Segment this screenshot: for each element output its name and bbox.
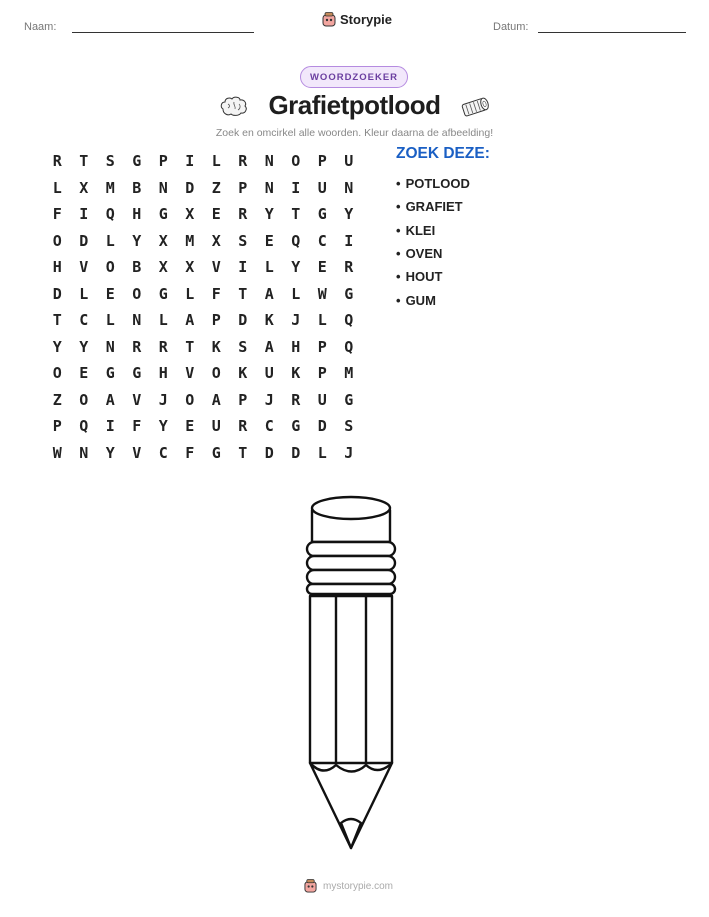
- grid-letter[interactable]: X: [211, 231, 221, 250]
- word-list-item: [396, 288, 470, 311]
- grid-letter[interactable]: F: [132, 417, 142, 436]
- grid-letter[interactable]: A: [105, 390, 115, 409]
- word-list-item: [396, 265, 470, 288]
- grid-letter[interactable]: R: [158, 337, 168, 356]
- grid-letter[interactable]: K: [211, 337, 221, 356]
- grid-letter[interactable]: F: [211, 284, 221, 303]
- grid-letter[interactable]: Z: [211, 178, 221, 197]
- grid-letter[interactable]: T: [291, 205, 301, 224]
- name-label: Naam:: [24, 21, 57, 33]
- word-list-heading: ZOEK DEZE:: [396, 145, 490, 162]
- grid-letter[interactable]: Y: [132, 231, 142, 250]
- grid-letter[interactable]: G: [158, 205, 168, 224]
- letter-grid: [44, 148, 362, 466]
- grid-letter[interactable]: O: [52, 231, 62, 250]
- grid-letter[interactable]: L: [79, 284, 89, 303]
- name-line[interactable]: [72, 32, 254, 33]
- date-label: Datum:: [493, 21, 529, 33]
- storypie-logo-icon: [304, 879, 317, 893]
- grid-letter[interactable]: R: [238, 205, 248, 224]
- grid-letter[interactable]: E: [185, 417, 195, 436]
- grid-letter[interactable]: Q: [344, 337, 354, 356]
- grid-letter[interactable]: V: [185, 364, 195, 383]
- grid-letter[interactable]: K: [291, 364, 301, 383]
- grid-letter[interactable]: S: [344, 417, 354, 436]
- grid-letter[interactable]: X: [158, 258, 168, 277]
- grid-letter[interactable]: B: [132, 178, 142, 197]
- grid-letter[interactable]: K: [264, 311, 274, 330]
- grid-letter[interactable]: T: [185, 337, 195, 356]
- grid-letter[interactable]: R: [238, 417, 248, 436]
- grid-letter[interactable]: R: [132, 337, 142, 356]
- footer-url[interactable]: mystorypie.com: [323, 880, 394, 892]
- grid-letter[interactable]: R: [344, 258, 354, 277]
- word-text: HOUT: [405, 269, 443, 285]
- word-list-item: [396, 172, 470, 195]
- grid-letter[interactable]: S: [105, 152, 115, 171]
- grid-letter[interactable]: X: [185, 258, 195, 277]
- grid-letter[interactable]: V: [132, 443, 142, 462]
- instructions: Zoek en omcirkel alle woorden. Kleur daarna de afbeelding!: [215, 127, 494, 139]
- grid-letter[interactable]: G: [158, 284, 168, 303]
- grid-letter[interactable]: P: [238, 178, 248, 197]
- grid-letter[interactable]: R: [52, 152, 62, 171]
- word-text: OVEN: [405, 246, 443, 262]
- grid-letter[interactable]: V: [132, 390, 142, 409]
- grid-letter[interactable]: N: [158, 178, 168, 197]
- grid-letter[interactable]: S: [238, 337, 248, 356]
- grid-letter[interactable]: C: [317, 231, 327, 250]
- grid-letter[interactable]: D: [52, 284, 62, 303]
- grid-letter[interactable]: N: [79, 443, 89, 462]
- grid-letter[interactable]: S: [238, 231, 248, 250]
- storypie-logo-icon: [322, 12, 336, 27]
- brand-logo: [322, 12, 392, 27]
- grid-letter[interactable]: I: [105, 417, 115, 436]
- grid-letter[interactable]: I: [291, 178, 301, 197]
- grid-letter[interactable]: L: [158, 311, 168, 330]
- grid-letter[interactable]: H: [291, 337, 301, 356]
- word-text: POTLOOD: [405, 176, 470, 192]
- grid-letter[interactable]: P: [317, 364, 327, 383]
- grid-letter[interactable]: Y: [264, 205, 274, 224]
- grid-letter[interactable]: U: [264, 364, 274, 383]
- grid-letter[interactable]: T: [52, 311, 62, 330]
- grid-letter[interactable]: I: [79, 205, 89, 224]
- grid-letter[interactable]: Y: [52, 337, 62, 356]
- grid-letter[interactable]: Q: [291, 231, 301, 250]
- grid-letter[interactable]: Y: [291, 258, 301, 277]
- grid-letter[interactable]: N: [132, 311, 142, 330]
- grid-letter[interactable]: L: [185, 284, 195, 303]
- bullet: •: [396, 222, 401, 238]
- grid-letter[interactable]: N: [264, 178, 274, 197]
- grid-letter[interactable]: E: [211, 205, 221, 224]
- word-text: GRAFIET: [405, 199, 463, 215]
- grid-letter[interactable]: L: [317, 311, 327, 330]
- grid-letter[interactable]: H: [52, 258, 62, 277]
- grid-letter[interactable]: J: [344, 443, 354, 462]
- grid-letter[interactable]: W: [317, 284, 327, 303]
- grid-letter[interactable]: M: [185, 231, 195, 250]
- word-list-item: [396, 195, 470, 218]
- brand-name: Storypie: [340, 12, 393, 27]
- grid-letter[interactable]: D: [185, 178, 195, 197]
- grid-letter[interactable]: N: [344, 178, 354, 197]
- grid-letter[interactable]: D: [317, 417, 327, 436]
- grid-letter[interactable]: L: [105, 311, 115, 330]
- grid-letter[interactable]: A: [264, 337, 274, 356]
- grid-letter[interactable]: O: [105, 258, 115, 277]
- grid-letter[interactable]: W: [52, 443, 62, 462]
- grid-letter[interactable]: X: [185, 205, 195, 224]
- grid-letter[interactable]: G: [211, 443, 221, 462]
- grid-letter[interactable]: N: [264, 152, 274, 171]
- grid-letter[interactable]: U: [211, 417, 221, 436]
- grid-letter[interactable]: Y: [344, 205, 354, 224]
- grid-letter[interactable]: Q: [105, 205, 115, 224]
- pencil-illustration: [296, 490, 406, 855]
- grid-letter[interactable]: I: [185, 152, 195, 171]
- grid-letter[interactable]: G: [344, 390, 354, 409]
- grid-letter[interactable]: J: [158, 390, 168, 409]
- grid-letter[interactable]: E: [264, 231, 274, 250]
- grid-letter[interactable]: K: [238, 364, 248, 383]
- grid-letter[interactable]: G: [132, 152, 142, 171]
- grid-letter[interactable]: G: [132, 364, 142, 383]
- grid-letter[interactable]: L: [317, 443, 327, 462]
- date-line[interactable]: [538, 32, 686, 33]
- bullet: •: [396, 199, 401, 215]
- grid-letter[interactable]: E: [79, 364, 89, 383]
- grid-letter[interactable]: E: [105, 284, 115, 303]
- grid-letter[interactable]: X: [79, 178, 89, 197]
- grid-letter[interactable]: D: [238, 311, 248, 330]
- grid-letter[interactable]: G: [344, 284, 354, 303]
- grid-letter[interactable]: C: [158, 443, 168, 462]
- grid-letter[interactable]: B: [132, 258, 142, 277]
- grid-letter[interactable]: O: [185, 390, 195, 409]
- grid-letter[interactable]: C: [79, 311, 89, 330]
- grid-letter[interactable]: J: [291, 311, 301, 330]
- grid-letter[interactable]: P: [158, 152, 168, 171]
- grid-letter[interactable]: A: [211, 390, 221, 409]
- grid-letter[interactable]: D: [79, 231, 89, 250]
- grid-letter[interactable]: Z: [52, 390, 62, 409]
- grid-letter[interactable]: M: [105, 178, 115, 197]
- grid-letter[interactable]: T: [238, 284, 248, 303]
- grid-letter[interactable]: F: [185, 443, 195, 462]
- grid-letter[interactable]: R: [238, 152, 248, 171]
- grid-letter[interactable]: Q: [79, 417, 89, 436]
- grid-letter[interactable]: M: [344, 364, 354, 383]
- word-list: [396, 172, 470, 312]
- word-text: KLEI: [405, 222, 436, 238]
- grid-letter[interactable]: U: [317, 178, 327, 197]
- word-list-item: [396, 242, 470, 265]
- grid-letter[interactable]: L: [211, 152, 221, 171]
- grid-letter[interactable]: V: [79, 258, 89, 277]
- worksheet-type-badge: WOORDZOEKER: [300, 66, 408, 88]
- grid-letter[interactable]: A: [264, 284, 274, 303]
- grid-letter[interactable]: N: [105, 337, 115, 356]
- grid-letter[interactable]: O: [79, 390, 89, 409]
- grid-letter[interactable]: I: [344, 231, 354, 250]
- grid-letter[interactable]: P: [238, 390, 248, 409]
- grid-letter[interactable]: H: [158, 364, 168, 383]
- grid-letter[interactable]: H: [132, 205, 142, 224]
- bullet: •: [396, 269, 401, 285]
- grid-letter[interactable]: L: [291, 284, 301, 303]
- grid-letter[interactable]: Y: [158, 417, 168, 436]
- grid-letter[interactable]: D: [291, 443, 301, 462]
- grid-letter[interactable]: Q: [344, 311, 354, 330]
- grid-letter[interactable]: D: [264, 443, 274, 462]
- grid-letter[interactable]: O: [211, 364, 221, 383]
- grid-letter[interactable]: P: [317, 152, 327, 171]
- grid-letter[interactable]: R: [291, 390, 301, 409]
- grid-letter[interactable]: O: [132, 284, 142, 303]
- bullet: •: [396, 292, 401, 308]
- grid-letter[interactable]: O: [291, 152, 301, 171]
- grid-letter[interactable]: U: [344, 152, 354, 171]
- grid-letter[interactable]: L: [52, 178, 62, 197]
- grid-letter[interactable]: L: [264, 258, 274, 277]
- word-list-item: [396, 219, 470, 242]
- grid-letter[interactable]: T: [79, 152, 89, 171]
- grid-letter[interactable]: L: [105, 231, 115, 250]
- grid-letter[interactable]: I: [238, 258, 248, 277]
- log-icon: [459, 95, 491, 119]
- word-text: GUM: [405, 292, 436, 308]
- grid-letter[interactable]: F: [52, 205, 62, 224]
- grid-letter[interactable]: G: [105, 364, 115, 383]
- grid-letter[interactable]: G: [317, 205, 327, 224]
- grid-letter[interactable]: Y: [79, 337, 89, 356]
- grid-letter[interactable]: A: [185, 311, 195, 330]
- footer: [304, 879, 393, 893]
- grid-letter[interactable]: V: [211, 258, 221, 277]
- grid-letter[interactable]: T: [238, 443, 248, 462]
- grid-letter[interactable]: P: [211, 311, 221, 330]
- grid-letter[interactable]: O: [52, 364, 62, 383]
- bullet: •: [396, 176, 401, 192]
- grid-letter[interactable]: U: [317, 390, 327, 409]
- grid-letter[interactable]: X: [158, 231, 168, 250]
- grid-letter[interactable]: C: [264, 417, 274, 436]
- grid-letter[interactable]: P: [52, 417, 62, 436]
- grid-letter[interactable]: Y: [105, 443, 115, 462]
- grid-letter[interactable]: G: [291, 417, 301, 436]
- page-title: Grafietpotlood: [268, 90, 441, 120]
- bullet: •: [396, 246, 401, 262]
- grid-letter[interactable]: E: [317, 258, 327, 277]
- grid-letter[interactable]: P: [317, 337, 327, 356]
- grid-letter[interactable]: J: [264, 390, 274, 409]
